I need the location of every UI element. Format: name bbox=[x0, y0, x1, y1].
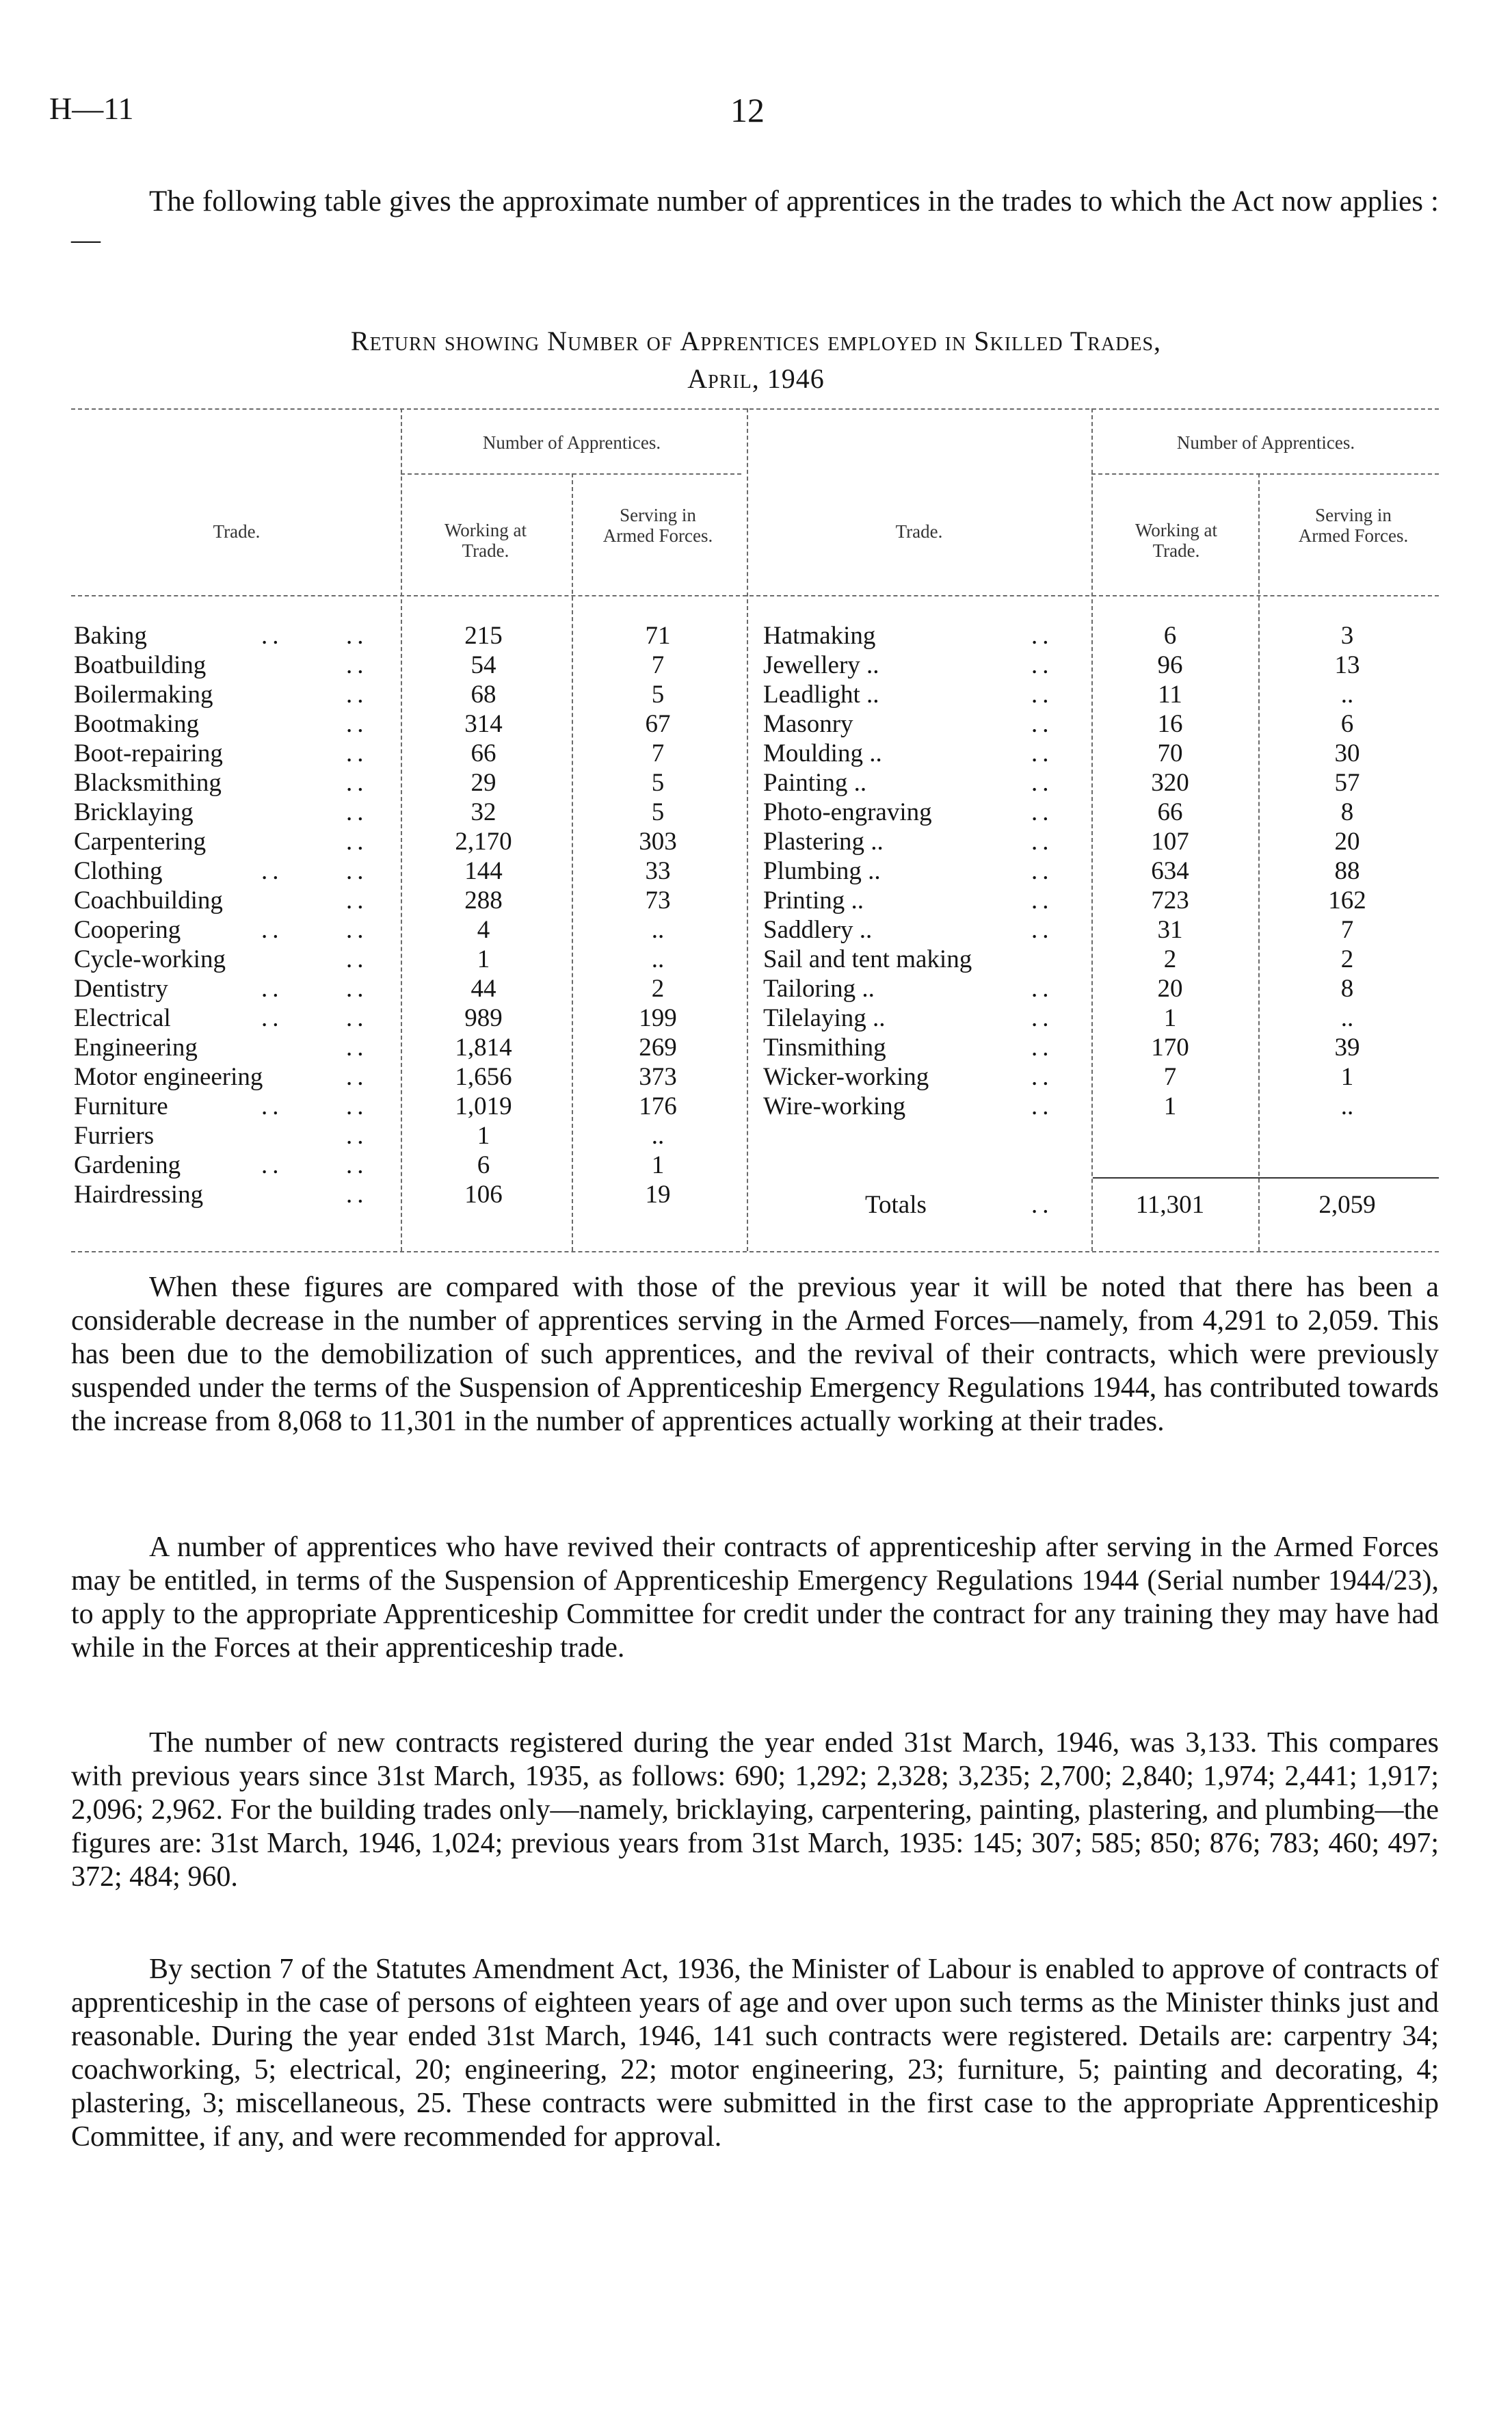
leader-dots: .. bbox=[346, 651, 369, 679]
working-count: 1,019 bbox=[455, 1092, 512, 1120]
col-header-trade-left: Trade. bbox=[213, 521, 261, 542]
serving-count: 7 bbox=[1340, 916, 1354, 944]
serving-count: 373 bbox=[639, 1063, 677, 1091]
working-count: 70 bbox=[1157, 739, 1183, 767]
leader-dots: .. bbox=[1031, 769, 1054, 797]
trade-name: Coachbuilding bbox=[74, 886, 223, 915]
leader-dots: .. bbox=[1031, 798, 1054, 826]
trade-name: Sail and tent making bbox=[763, 945, 972, 973]
trade-name: Baking bbox=[74, 622, 147, 650]
working-count: 32 bbox=[470, 798, 496, 826]
trade-name: Hatmaking bbox=[763, 622, 876, 650]
caption-word: of bbox=[646, 326, 673, 356]
report-code: H—11 bbox=[49, 91, 134, 126]
serving-count: 3 bbox=[1340, 622, 1354, 650]
serving-count: 162 bbox=[1328, 886, 1366, 915]
col-header-trade-right: Trade. bbox=[895, 521, 943, 542]
working-count: 6 bbox=[477, 1151, 490, 1179]
leader-dots: .. bbox=[346, 975, 369, 1003]
trade-name: Furriers bbox=[74, 1122, 155, 1150]
paragraph: A number of apprentices who have revived their contracts of apprenticeship after serving in the Armed Forces may be entitled, in terms of the Suspension of Apprenticeship Emergency Regulations 1944 (Serial number 1944/23), to apply to the appropriate Apprenticeship Committee for credit under the contract for any training they may have had while in the Forces at their apprenticeship trade. bbox=[71, 1532, 1439, 1664]
trade-name: Bricklaying bbox=[74, 798, 194, 826]
table-caption-line-2: April, 1946 bbox=[687, 363, 825, 394]
working-count: 29 bbox=[470, 769, 496, 797]
trade-name: Engineering bbox=[74, 1034, 198, 1062]
leader-dots: .. bbox=[261, 1092, 284, 1120]
trade-name: Saddlery .. bbox=[763, 916, 873, 944]
serving-count: 57 bbox=[1334, 769, 1360, 797]
working-count: 4 bbox=[477, 916, 490, 944]
trade-name: Electrical bbox=[74, 1004, 171, 1032]
totals-label: Totals bbox=[865, 1191, 927, 1219]
leader-dots: .. bbox=[346, 1004, 369, 1032]
leader-dots: .. bbox=[1031, 1004, 1054, 1032]
serving-count: 269 bbox=[639, 1034, 677, 1062]
leader-dots: .. bbox=[261, 857, 284, 885]
working-count: 96 bbox=[1157, 651, 1183, 679]
working-count: 215 bbox=[464, 622, 503, 650]
trade-name: Dentistry bbox=[74, 975, 168, 1003]
serving-count: 2 bbox=[1340, 945, 1354, 973]
working-count: 1 bbox=[1163, 1092, 1177, 1120]
serving-count: .. bbox=[1340, 681, 1354, 709]
trade-name: Boilermaking bbox=[74, 681, 213, 709]
leader-dots: .. bbox=[1031, 651, 1054, 679]
serving-count: 199 bbox=[639, 1004, 677, 1032]
serving-count: 30 bbox=[1334, 739, 1360, 767]
page-number: 12 bbox=[730, 91, 765, 129]
leader-dots: .. bbox=[346, 916, 369, 944]
leader-dots: .. bbox=[1031, 1191, 1054, 1219]
leader-dots: .. bbox=[346, 1063, 369, 1091]
serving-count: 8 bbox=[1340, 975, 1354, 1003]
col-header-number-left: Number of Apprentices. bbox=[482, 432, 661, 453]
working-count: 11 bbox=[1158, 681, 1182, 709]
serving-count: 303 bbox=[639, 828, 677, 856]
leader-dots: .. bbox=[346, 798, 369, 826]
leader-dots: .. bbox=[346, 1034, 369, 1062]
trade-name: Masonry bbox=[763, 710, 853, 738]
leader-dots: .. bbox=[1031, 1063, 1054, 1091]
working-count: 314 bbox=[464, 710, 503, 738]
col-header-number-right: Number of Apprentices. bbox=[1176, 432, 1355, 453]
working-count: 31 bbox=[1157, 916, 1183, 944]
working-count: 144 bbox=[464, 857, 503, 885]
trade-name: Plastering .. bbox=[763, 828, 884, 856]
trade-name: Gardening bbox=[74, 1151, 181, 1179]
working-count: 20 bbox=[1157, 975, 1183, 1003]
serving-count: 1 bbox=[651, 1151, 665, 1179]
trade-name: Wicker-working bbox=[763, 1063, 929, 1091]
trade-name: Blacksmithing bbox=[74, 769, 222, 797]
working-count: 6 bbox=[1163, 622, 1177, 650]
serving-count: 5 bbox=[651, 681, 665, 709]
serving-count: 7 bbox=[651, 739, 665, 767]
working-count: 1 bbox=[477, 945, 490, 973]
leader-dots: .. bbox=[1031, 828, 1054, 856]
serving-count: .. bbox=[651, 1122, 665, 1150]
trade-name: Carpentering bbox=[74, 828, 207, 856]
working-count: 170 bbox=[1151, 1034, 1189, 1062]
working-count: 66 bbox=[1157, 798, 1183, 826]
caption-word: Apprentices bbox=[680, 326, 821, 356]
caption-word: Skilled Trades, bbox=[974, 326, 1162, 356]
totals-serving: 2,059 bbox=[1318, 1191, 1376, 1219]
table-column-rule bbox=[1258, 473, 1260, 1251]
paragraph: When these figures are compared with those of the previous year it will be noted that there has been a considerable decrease in the number of apprentices serving in the Armed Forces—namely, from 4,291 to 2,059. This has been due to the demobilization of such apprentices, and the revival of their contracts, which were previously suspended under the terms of the Suspension of Apprenticeship Emergency Regulations 1944, has contributed towards the increase from 8,068 to 11,301 in the number of apprentices actually working at their trades. bbox=[71, 1272, 1439, 1437]
working-count: 2,170 bbox=[455, 828, 512, 856]
working-count: 66 bbox=[470, 739, 496, 767]
totals-working: 11,301 bbox=[1135, 1191, 1205, 1219]
serving-count: 39 bbox=[1334, 1034, 1360, 1062]
intro-paragraph: The following table gives the approximate number of apprentices in the trades to which the Act now applies :— bbox=[71, 185, 1439, 256]
trade-name: Leadlight .. bbox=[763, 681, 879, 709]
working-count: 2 bbox=[1163, 945, 1177, 973]
leader-dots: .. bbox=[346, 710, 369, 738]
leader-dots: .. bbox=[346, 681, 369, 709]
leader-dots: .. bbox=[261, 1151, 284, 1179]
col-header-working-right: Working at Trade. bbox=[1135, 520, 1218, 561]
table-caption-line-1 bbox=[0, 325, 1512, 357]
leader-dots: .. bbox=[261, 916, 284, 944]
working-count: 320 bbox=[1151, 769, 1189, 797]
leader-dots: .. bbox=[346, 886, 369, 915]
caption-word: Number bbox=[547, 326, 639, 356]
leader-dots: .. bbox=[346, 1122, 369, 1150]
working-count: 16 bbox=[1157, 710, 1183, 738]
trade-name: Printing .. bbox=[763, 886, 864, 915]
leader-dots: .. bbox=[1031, 886, 1054, 915]
working-count: 54 bbox=[470, 651, 496, 679]
leader-dots: .. bbox=[261, 975, 284, 1003]
leader-dots: .. bbox=[346, 622, 369, 650]
left-subhead-rule bbox=[401, 473, 741, 475]
col-header-serving-left: Serving in Armed Forces. bbox=[602, 505, 713, 546]
leader-dots: .. bbox=[346, 945, 369, 973]
trade-name: Wire-working bbox=[763, 1092, 906, 1120]
leader-dots: .. bbox=[261, 1004, 284, 1032]
leader-dots: .. bbox=[1031, 1092, 1054, 1120]
trade-name: Coopering bbox=[74, 916, 181, 944]
serving-count: .. bbox=[1340, 1092, 1354, 1120]
table-bottom-rule bbox=[71, 1251, 1439, 1252]
working-count: 1,814 bbox=[455, 1034, 512, 1062]
trade-name: Tinsmithing bbox=[763, 1034, 886, 1062]
trade-name: Photo-engraving bbox=[763, 798, 932, 826]
caption-word: showing bbox=[444, 326, 540, 356]
working-count: 1 bbox=[477, 1122, 490, 1150]
working-count: 634 bbox=[1151, 857, 1189, 885]
leader-dots: .. bbox=[1031, 681, 1054, 709]
trade-name: Painting .. bbox=[763, 769, 867, 797]
leader-dots: .. bbox=[1031, 916, 1054, 944]
trade-name: Tailoring .. bbox=[763, 975, 875, 1003]
leader-dots: .. bbox=[346, 739, 369, 767]
serving-count: 88 bbox=[1334, 857, 1360, 885]
serving-count: 67 bbox=[645, 710, 671, 738]
serving-count: .. bbox=[1340, 1004, 1354, 1032]
working-count: 107 bbox=[1151, 828, 1189, 856]
table-head-rule bbox=[71, 595, 1439, 596]
leader-dots: .. bbox=[1031, 710, 1054, 738]
trade-name: Tilelaying .. bbox=[763, 1004, 886, 1032]
trade-name: Furniture bbox=[74, 1092, 168, 1120]
working-count: 989 bbox=[464, 1004, 503, 1032]
trade-name: Plumbing .. bbox=[763, 857, 881, 885]
col-header-working-left: Working at Trade. bbox=[444, 520, 527, 561]
working-count: 723 bbox=[1151, 886, 1189, 915]
trade-name: Motor engineering bbox=[74, 1063, 263, 1091]
working-count: 1 bbox=[1163, 1004, 1177, 1032]
leader-dots: .. bbox=[1031, 622, 1054, 650]
leader-dots: .. bbox=[346, 769, 369, 797]
leader-dots: .. bbox=[346, 1092, 369, 1120]
serving-count: 7 bbox=[651, 651, 665, 679]
trade-name: Cycle-working bbox=[74, 945, 226, 973]
serving-count: 5 bbox=[651, 769, 665, 797]
serving-count: .. bbox=[651, 916, 665, 944]
serving-count: 33 bbox=[645, 857, 671, 885]
leader-dots: .. bbox=[1031, 1034, 1054, 1062]
trade-name: Boot-repairing bbox=[74, 739, 223, 767]
serving-count: 13 bbox=[1334, 651, 1360, 679]
serving-count: .. bbox=[651, 945, 665, 973]
serving-count: 5 bbox=[651, 798, 665, 826]
trade-name: Hairdressing bbox=[74, 1181, 204, 1209]
paragraph: By section 7 of the Statutes Amendment Act, 1936, the Minister of Labour is enabled to approve of contracts of apprenticeship in the case of persons of eighteen years of age and over upon such terms as the Minister thinks just and reasonable. During the year ended 31st March, 1946, 141 such contracts were registered. Details are: carpentry 34; coachworking, 5; electrical, 20; engineering, 22; motor engineering, 23; furniture, 5; painting and decorating, 4; plastering, 3; miscellaneous, 25. These contracts were submitted in the first case to the appropriate Apprenticeship Committee, if any, and were recommended for approval. bbox=[71, 1954, 1439, 2153]
trade-name: Bootmaking bbox=[74, 710, 199, 738]
serving-count: 71 bbox=[645, 622, 671, 650]
working-count: 44 bbox=[470, 975, 496, 1003]
serving-count: 176 bbox=[639, 1092, 677, 1120]
working-count: 7 bbox=[1163, 1063, 1177, 1091]
trade-name: Boatbuilding bbox=[74, 651, 207, 679]
totals-rule bbox=[1093, 1177, 1439, 1179]
serving-count: 2 bbox=[651, 975, 665, 1003]
leader-dots: .. bbox=[1031, 975, 1054, 1003]
serving-count: 1 bbox=[1340, 1063, 1354, 1091]
table-column-rule bbox=[572, 473, 573, 1251]
working-count: 106 bbox=[464, 1181, 503, 1209]
trade-name: Moulding .. bbox=[763, 739, 882, 767]
serving-count: 73 bbox=[645, 886, 671, 915]
leader-dots: .. bbox=[346, 857, 369, 885]
col-header-serving-right: Serving in Armed Forces. bbox=[1298, 505, 1409, 546]
right-subhead-rule bbox=[1091, 473, 1439, 475]
table-top-rule bbox=[71, 408, 1439, 410]
caption-word: employed in bbox=[827, 326, 967, 356]
working-count: 68 bbox=[470, 681, 496, 709]
working-count: 1,656 bbox=[455, 1063, 512, 1091]
serving-count: 6 bbox=[1340, 710, 1354, 738]
working-count: 288 bbox=[464, 886, 503, 915]
table-column-rule bbox=[401, 408, 402, 1251]
leader-dots: .. bbox=[346, 1181, 369, 1209]
leader-dots: .. bbox=[1031, 857, 1054, 885]
caption-word: Return bbox=[350, 326, 437, 356]
serving-count: 20 bbox=[1334, 828, 1360, 856]
paragraph: The number of new contracts registered during the year ended 31st March, 1946, was 3,133. This compares with previous years since 31st March, 1935, as follows: 690; 1,292; 2,328; 3,235; 2,700; 2,840; 1,974; 2,441; 1,917; 2,096; 2,962. For the building trades only—namely, bricklaying, carpentering, painting, plastering, and plumbing—the figures are: 31st March, 1946, 1,024; previous years from 31st March, 1935: 145; 307; 585; 850; 876; 783; 460; 497; 372; 484; 960. bbox=[71, 1727, 1439, 1893]
serving-count: 8 bbox=[1340, 798, 1354, 826]
leader-dots: .. bbox=[261, 622, 284, 650]
trade-name: Jewellery .. bbox=[763, 651, 879, 679]
leader-dots: .. bbox=[346, 1151, 369, 1179]
trade-name: Clothing bbox=[74, 857, 163, 885]
leader-dots: .. bbox=[346, 828, 369, 856]
leader-dots: .. bbox=[1031, 739, 1054, 767]
serving-count: 19 bbox=[645, 1181, 671, 1209]
